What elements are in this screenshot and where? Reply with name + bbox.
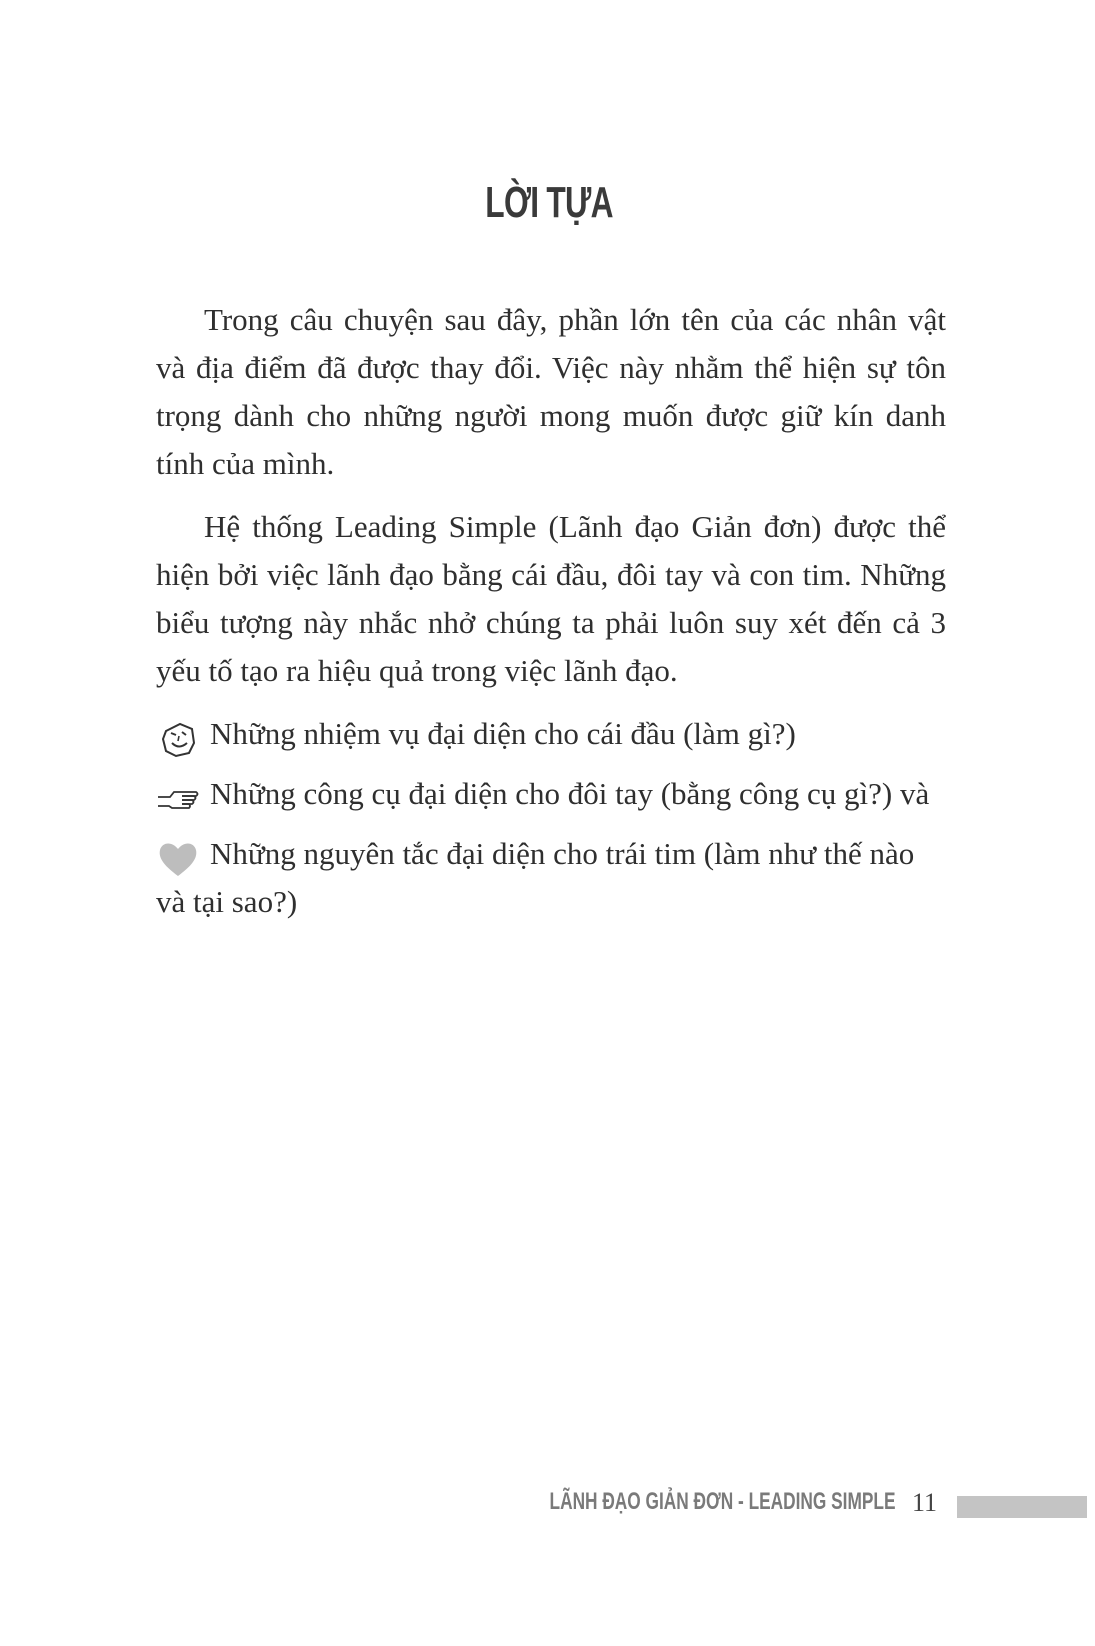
system-paragraph: Hệ thống Leading Simple (Lãnh đạo Giản đơn) được thể hiện bởi việc lãnh đạo bằng cái đầu, đôi tay và con tim. Những biểu tượng này nhắc nhở chúng ta phải luôn suy xét đến cả 3 yếu tố tạo ra hiệu quả trong việc lãnh đạo. — [156, 509, 946, 688]
head-icon — [156, 719, 200, 755]
body-text — [156, 296, 946, 938]
intro-paragraph: Trong câu chuyện sau đây, phần lớn tên của các nhân vật và địa điểm đã được thay đổi. Việc này nhằm thể hiện sự tôn trọng dành cho những người mong muốn được giữ kín danh tính của mình. — [156, 302, 946, 481]
symbol-line-hand — [156, 770, 946, 818]
hand-icon — [156, 779, 200, 815]
footer-book-title: LÃNH ĐẠO GIẢN ĐƠN - LEADING SIMPLE — [549, 1488, 895, 1515]
page-number: 11 — [912, 1488, 938, 1517]
heart-icon — [156, 839, 200, 875]
symbol-line-head — [156, 710, 946, 758]
symbol-text-head: Những nhiệm vụ đại diện cho cái đầu (làm gì?) — [210, 716, 796, 751]
symbol-line-heart — [156, 830, 946, 926]
page-footer — [0, 1488, 1095, 1528]
symbol-text-hand: Những công cụ đại diện cho đôi tay (bằng công cụ gì?) và — [210, 776, 930, 811]
footer-bar — [957, 1496, 1087, 1518]
page-title: LỜI TỰA — [485, 178, 613, 227]
symbol-text-heart: Những nguyên tắc đại diện cho trái tim (làm như thế nào và tại sao?) — [156, 836, 915, 919]
